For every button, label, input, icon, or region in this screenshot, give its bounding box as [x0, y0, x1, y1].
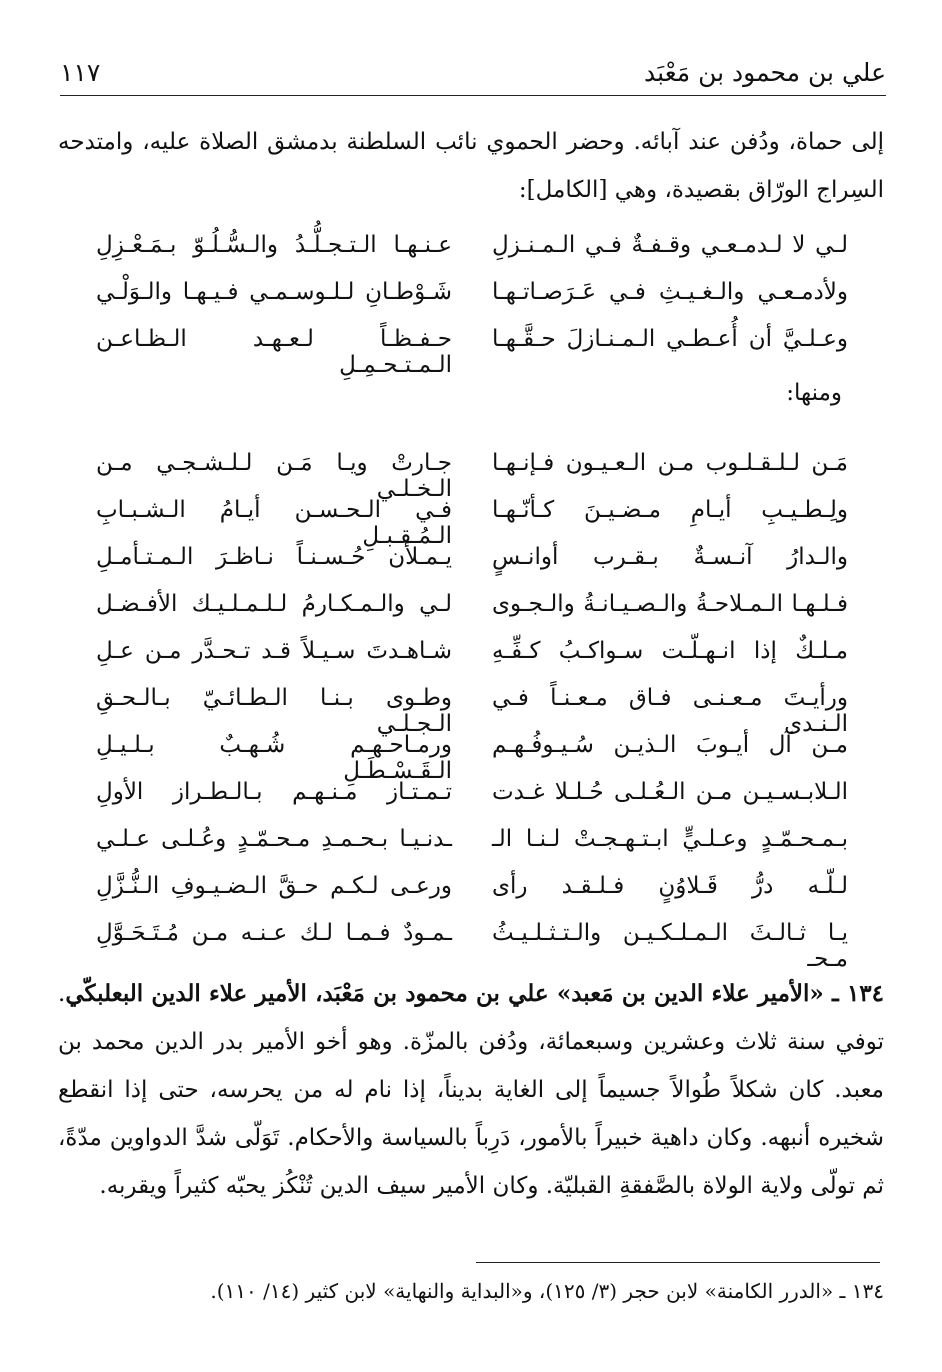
verse-line — [96, 450, 848, 502]
verse-line — [96, 732, 848, 784]
verse-first-hemistich: يـا ثـالـثَ الـمـلـكـيـن والـتـثـلـيـثُ مـحـ — [492, 920, 848, 972]
verse-second-hemistich: جـارتْ ويـا مَـن لـلـشـجـي مـن الـخـلـي — [96, 450, 452, 502]
running-title: علي بن محمود بن مَعْبَد — [644, 58, 886, 87]
intro-paragraph: إلى حماة، ودُفن عند آبائه. وحضر الحموي نائب السلطنة بدمشق الصلاة عليه، وامتدحه السِراج الورّاق بقصيدة، وهي [الكامل]: — [58, 129, 884, 203]
verse-first-hemistich: بـمـحـمّـدٍ وعـلـيٍّ ابـتـهـجـتْ لـنـا الـ — [492, 826, 848, 852]
verse-second-hemistich: يـمـلأن حُـسـنـاً نـاظـرَ الـمـتـأمـلِ — [96, 544, 452, 570]
verse-first-hemistich: والـدارُ آنـسـةٌ بـقـرب أوانـسٍ — [492, 544, 848, 570]
verse-first-hemistich: فـلـهـا الـمـلاحـةُ والـصـيـانـةُ والـجـوى — [492, 591, 848, 617]
verse-first-hemistich: لـي لا لـدمـعـي وقـفـةٌ فـي الـمـنـزلِ — [492, 232, 848, 258]
running-header — [60, 52, 886, 92]
verse-first-hemistich: مـن آل أيـوبَ الـذيـن سُـيـوفُـهـم — [492, 732, 848, 758]
verse-first-hemistich: لـلّـه درُّ قَـلاوُنٍ فـلـقـد رأى — [492, 873, 848, 899]
verse-first-hemistich: ورأيـتَ مـعـنـى فـاق مـعـنـاً فـي الـنـدى — [492, 685, 848, 737]
footnote-rule — [476, 1262, 880, 1263]
verse-line — [96, 279, 848, 326]
verse-line — [96, 638, 848, 685]
verse-second-hemistich: وطـوى بـنـا الـطـائـيّ بـالـحـقِ الـجـلـي — [96, 685, 452, 737]
verse-line — [96, 326, 848, 378]
verse-first-hemistich: ولِـطـيـبِ أيـامِ مـضـيـنَ كـأنّـهـا — [492, 497, 848, 523]
verse-second-hemistich: ورعـى لـكـم حـقَّ الـضـيـوفِ الـنُّـزَّلِ — [96, 873, 452, 899]
header-rule — [60, 95, 886, 96]
verse-first-hemistich: ولأدمـعـي والـغـيـثِ فـي عَـرَصـاتـهـا — [492, 279, 848, 305]
poem-section-2 — [96, 450, 848, 972]
verse-first-hemistich: مـلـكٌ إذا انـهـلّـت سـواكـبُ كـفِّـهِ — [492, 638, 848, 664]
entry-body: . توفي سنة ثلاث وعشرين وسبعمائة، ودُفن بالمزّة. وهو أخو الأمير بدر الدين محمد بن معبد. كان شكلاً طُوالاً جسيماً إلى الغاية بديناً، إذا نام له من يحرسه، حتى إذا انقطع شخيره أنبهه. وكان داهية خبيراً بالأمور، دَرِباً بالسياسة والأحكام. تَوَلّى شدَّ الدواوين مدّةً، ثم تولّى ولاية الولاة بالصَّفقةِ القبليّة. وكان الأمير سيف الدين تُنْكُز يحبّه كثيراً ويقربه. — [58, 981, 884, 1199]
page-number: ١١٧ — [60, 58, 101, 87]
verse-second-hemistich: ـمـودٌ فـمـا لـك عـنـه مـن مُـتَـحَـوَّلِ — [96, 920, 452, 946]
footnote: ١٣٤ ـ «الدرر الكامنة» لابن حجر (٣/ ١٢٥)، و«البداية والنهاية» لابن كثير (١٤/ ١١٠). — [210, 1279, 884, 1303]
verse-line — [96, 873, 848, 920]
minha-label: ومنها: — [786, 380, 842, 406]
verse-first-hemistich: الـلابـسـيـن مـن الـعُـلـى حُـلـلا غـدت — [492, 779, 848, 805]
verse-second-hemistich: حـفـظـاً لـعـهـد الـظـاعـن الـمـتـحـمِـلِ — [96, 326, 452, 378]
verse-second-hemistich: شَـوْطـانِ لـلـوسـمـي فـيـهـا والـوَلْـي — [96, 279, 452, 305]
verse-line — [96, 826, 848, 873]
verse-second-hemistich: ـدنـيـا بـحـمـدِ مـحـمّـدٍ وعُـلـى عـلـي — [96, 826, 452, 852]
verse-second-hemistich: فـي الـحـسـن أيـامُ الـشـبـابِ الـمُـقـبـلِ — [96, 497, 452, 549]
verse-line — [96, 591, 848, 638]
entry-heading: ١٣٤ ـ «الأمير علاء الدين بن مَعبد» علي بن محمود بن مَعْبَد، الأمير علاء الدين البعلبكّي — [65, 980, 884, 1007]
verse-first-hemistich: مَـن لـلـقـلـوب مـن الـعـيـون فـإنـهـا — [492, 450, 848, 476]
verse-line — [96, 779, 848, 826]
verse-second-hemistich: لـي والـمـكـارمُ لـلـمـلـيـك الأفـضـل — [96, 591, 452, 617]
verse-second-hemistich: ورمـاحـهـم شُـهـبٌ بـلـيـلِ الـقَـسْـطَـلِ — [96, 732, 452, 784]
verse-second-hemistich: شـاهـدتَ سـيـلاً قـد تـحـدَّر مـن عـلِ — [96, 638, 452, 664]
verse-line — [96, 544, 848, 591]
verse-first-hemistich: وعـلـيَّ أن أُعـطـي الـمـنـازلَ حـقَّـهـا — [492, 326, 848, 352]
verse-line — [96, 232, 848, 279]
biography-entry — [58, 970, 884, 1210]
verse-line — [96, 920, 848, 972]
verse-line — [96, 685, 848, 737]
poem-section-1 — [96, 232, 848, 378]
verse-second-hemistich: عـنـهـا الـتـجـلُّـدُ والـسُّـلُـوّ بـمَـعْـزِلِ — [96, 232, 452, 258]
verse-second-hemistich: تـمـتـاز مـنـهـم بـالـطـراز الأولِ — [96, 779, 452, 805]
verse-line — [96, 497, 848, 549]
